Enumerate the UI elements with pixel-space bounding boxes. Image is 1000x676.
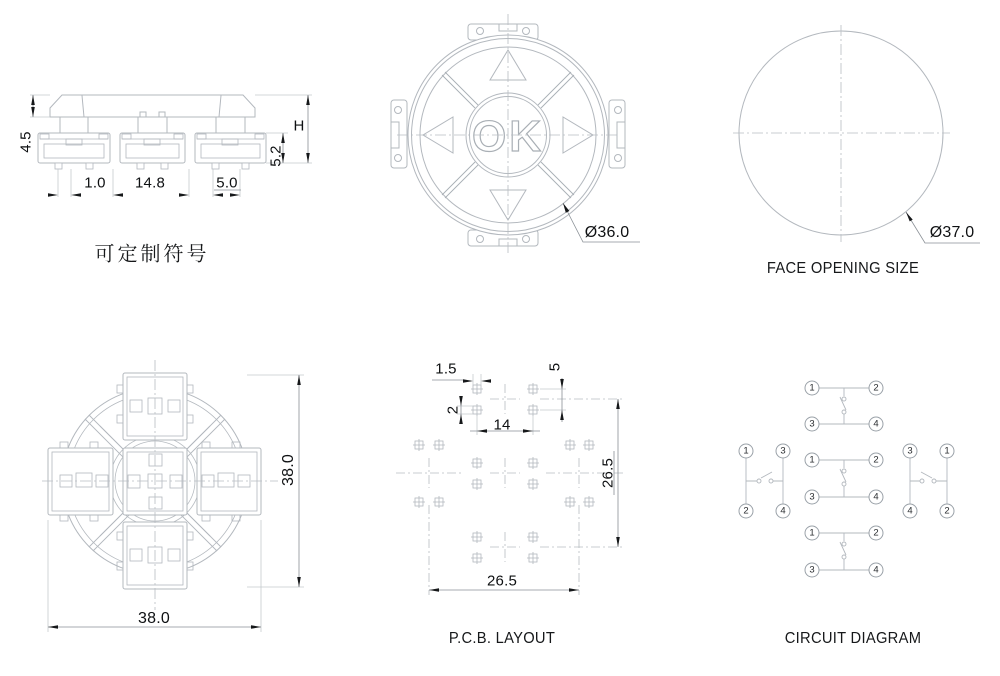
terminal: 3: [805, 563, 820, 578]
terminal: 1: [805, 381, 820, 396]
back-view-width: 38.0: [138, 610, 170, 627]
dim-left-pitch: 1.0: [84, 174, 106, 192]
pcb-dim-horizontal-pitch: 26.5: [487, 572, 517, 590]
terminal: 4: [903, 504, 918, 519]
terminal: 2: [739, 504, 754, 519]
terminal: 3: [776, 444, 791, 459]
switch-symbol-down: [818, 533, 870, 570]
back-view-height: 38.0: [280, 454, 297, 486]
terminal: 1: [805, 526, 820, 541]
side-view-caption: 可定制符号: [94, 243, 210, 266]
face-opening-diameter: Ø37.0: [929, 224, 975, 241]
front-view-diameter: Ø36.0: [584, 224, 630, 241]
terminal: 2: [869, 453, 884, 468]
terminal: 1: [940, 444, 955, 459]
extension-lines: [457, 374, 566, 435]
terminal: 3: [903, 444, 918, 459]
pcb-layout-caption: P.C.B. LAYOUT: [448, 630, 556, 647]
dim-body-height: 5.2: [267, 145, 285, 167]
side-view-drawing: [28, 78, 318, 208]
terminal: 4: [776, 504, 791, 519]
terminal: 2: [869, 381, 884, 396]
pcb-dim-pad-height: 2: [444, 405, 462, 415]
terminal: 2: [869, 526, 884, 541]
pcb-dim-col-pitch: 14: [493, 416, 511, 434]
pcb-dim-row-pitch: 5: [546, 362, 564, 372]
terminal: 1: [805, 453, 820, 468]
dim-center-pitch: 14.8: [135, 174, 165, 192]
switch-symbol-center: [818, 460, 870, 497]
terminal: 1: [739, 444, 754, 459]
ok-button-label: OK: [472, 112, 544, 161]
terminal: 4: [869, 417, 884, 432]
solder-pads: [413, 383, 595, 564]
key-cap: [50, 95, 255, 117]
face-opening-caption: FACE OPENING SIZE: [766, 260, 920, 277]
switch-bodies: [48, 373, 261, 589]
front-view-drawing: [395, 12, 645, 260]
dim-cap-height: 4.5: [17, 131, 35, 153]
dim-total-height: H: [293, 117, 305, 135]
terminal: 2: [940, 504, 955, 519]
terminal: 3: [805, 490, 820, 505]
switch-bodies: [38, 133, 266, 163]
switch-symbol-right: [910, 457, 947, 505]
switch-symbol-up: [818, 388, 870, 424]
terminal: 4: [869, 563, 884, 578]
pcb-dim-vertical-pitch: 26.5: [599, 458, 617, 488]
centerlines: [733, 25, 950, 242]
pcb-dim-pad-width: 1.5: [435, 360, 457, 378]
terminal: 3: [805, 417, 820, 432]
circuit-diagram-caption: CIRCUIT DIAGRAM: [784, 630, 922, 647]
switch-symbol-left: [746, 457, 783, 505]
terminal: 4: [869, 490, 884, 505]
back-view-drawing: [42, 360, 320, 638]
face-opening-drawing: [737, 28, 987, 250]
dim-right-pitch: 5.0: [216, 174, 238, 192]
circuit-diagram-drawing: [738, 382, 958, 578]
